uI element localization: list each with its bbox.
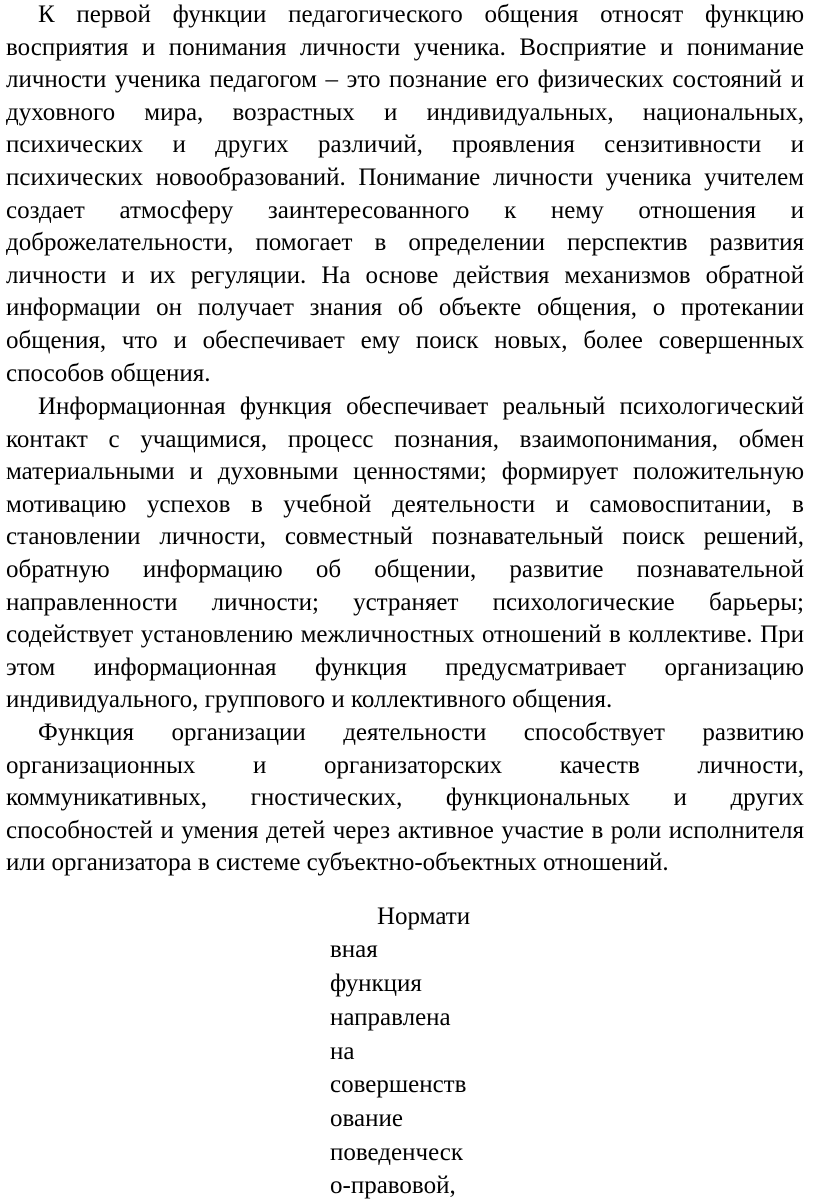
column-line: функция xyxy=(330,970,422,997)
column-line: поведенческ xyxy=(330,1139,464,1166)
paragraph-information-function: Информационная функция обеспечивает реальный психологический контакт с учащимися, процесс познания, взаимопонимания, обмен материальными и духовными ценностями; формирует положительную мотивацию успехов в учебной деятельности и самовоспитании, в становлении личности, совместный познавательный поиск решений, обратную информацию об общении, развитие познавательной направленности личности; устраняет психологические барьеры; содействует установлению межличностных отношений в коллективе. При этом информационная функция предусматривает организацию индивидуального, группового и коллективного общения. xyxy=(6,393,804,714)
column-line: направлена xyxy=(330,1004,451,1031)
column-line: Нормати xyxy=(377,903,471,930)
paragraph-perception-function: К первой функции педагогического общения относят функцию восприятия и понимания личности ученика. Восприятие и понимание личности ученика педагогом – это познание его физических состояний и духовного мира, возрастных и индивидуальных, национальных, психических и других различий, проявления сензитивности и психических новообразований. Понимание личности ученика учителем создает атмосферу заинтересованного к нему отношения и доброжелательности, помогает в определении перспектив развития личности и их регуляции. На основе действия механизмов обратной информации он получает знания об объекте общения, о протекании общения, что и обеспечивает ему поиск новых, более совершенных способов общения. xyxy=(6,1,804,387)
column-line: ование xyxy=(330,1105,403,1132)
column-line: совершенств xyxy=(330,1071,467,1098)
column-line: о-правовой, xyxy=(330,1172,456,1199)
column-line: вная xyxy=(330,936,378,963)
paragraph-organization-function: Функция организации деятельности способствует развитию организационных и организаторских качеств личности, коммуникативных, гностических, функциональных и других способностей и умения детей через активное участие в роли исполнителя или организатора в системе субъектно-объектных отношений. xyxy=(6,719,804,877)
column-line: на xyxy=(330,1038,355,1065)
